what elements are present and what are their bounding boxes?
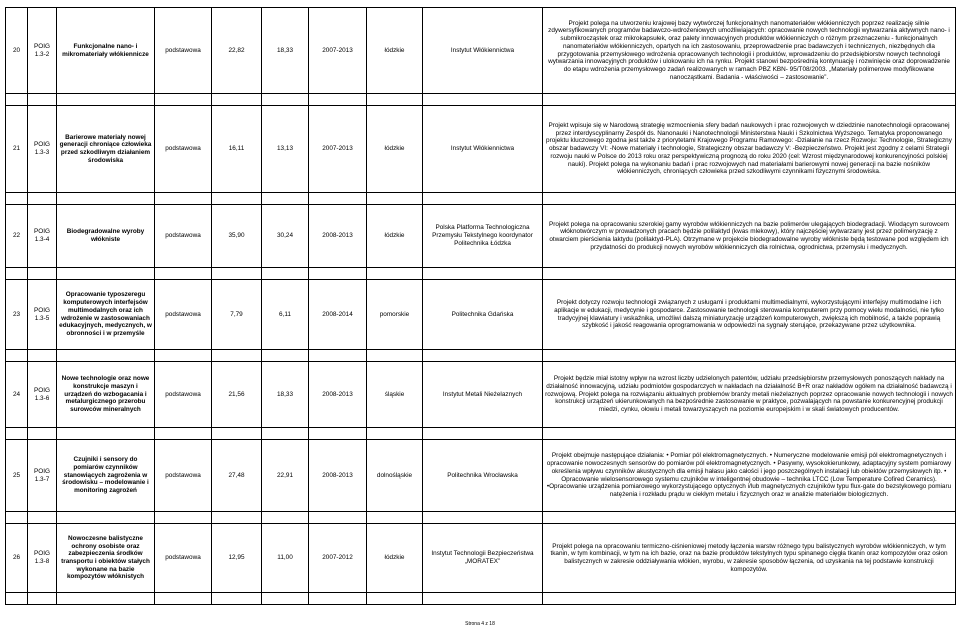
row-number: 23 [6,280,28,350]
project-period: 2008-2014 [309,280,367,350]
table-row [6,8,956,94]
project-period: 2007-2013 [309,8,367,94]
project-beneficiary: Politechnika Wrocławska [423,440,543,512]
project-category: podstawowa [155,8,212,94]
projects-table [5,7,956,605]
project-eu-value: 18,33 [262,362,309,428]
table-row [6,106,956,193]
row-number: 24 [6,362,28,428]
row-number: 20 [6,8,28,94]
project-category: podstawowa [155,362,212,428]
project-beneficiary: Instytut Metali Nieżelaznych [423,362,543,428]
project-total-value: 16,11 [212,106,262,193]
project-code: POIG 1.3-8 [28,524,57,593]
project-code: POIG 1.3-6 [28,362,57,428]
project-beneficiary: Polska Platforma Technologiczna Przemysłu Tekstylnego koordynator Politechnika Łódzka [423,205,543,268]
project-total-value: 21,56 [212,362,262,428]
project-description: Projekt polega na utworzeniu krajowej bazy wytwórczej funkcjonalnych nanomateriałów włókienniczych poprzez realizację silnie zdywersyfikowanych programów badawczo-wdrożeniowych umożliwiających: opracowanie nowych technologii wytwarzania aktywnych nano- i submikrocząstek oraz mikrokapsułek, oraz palety innowacyjnych produktów włókienniczych o różnym przeznaczeniu - funkcjonalnych nanomateriałów włókienniczych, opartych na ich zastosowaniu, przeprowadzenie prac badawczych i technicznych, niezbędnych dla przygotowania przemysłowego wdrożenia opracowanych technologii i produktów, wprowadzeniu do przedsiębiorstw nowych technologii wytwarzania innowacyjnych produktów i ulokowaniu ich na rynku. Projekt stanowi bezpośrednią kontynuację i rozwinięcie oraz doprowadzenie do etapu wdrożenia przemysłowego zadań realizowanych w ramach PBZ KBN- 95/T08/2003. „Materiały polimerowe modyfikowane nanocząstkami. Badania - właściwości – zastosowanie”. [543,8,956,94]
project-eu-value: 6,11 [262,280,309,350]
spacer-row [6,268,956,280]
project-code: POIG 1.3-3 [28,106,57,193]
project-region: śląskie [367,362,423,428]
project-region: dolnośląskie [367,440,423,512]
project-period: 2007-2012 [309,524,367,593]
project-category: podstawowa [155,106,212,193]
table-row [6,440,956,512]
table-row [6,524,956,593]
project-title: Barierowe materiały nowej generacji chroniące człowieka przed szkodliwym działaniem środowiska [57,106,155,193]
project-title: Opracowanie typoszeregu komputerowych interfejsów multimodalnych oraz ich wdrożenie w zastosowaniach edukacyjnych, medycznych, w obronności i w przemyśle [57,280,155,350]
project-total-value: 22,82 [212,8,262,94]
project-eu-value: 18,33 [262,8,309,94]
project-total-value: 27,48 [212,440,262,512]
project-beneficiary: Politechnika Gdańska [423,280,543,350]
table-row [6,362,956,428]
project-eu-value: 13,13 [262,106,309,193]
spacer-row [6,94,956,106]
project-total-value: 7,79 [212,280,262,350]
project-description: Projekt obejmuje następujące działania: • Pomiar pól elektromagnetycznych. • Numeryczne modelowanie emisji pól elektromagnetycznych i opracowanie nowoczesnych sensorów do pomiarów pól elektromagnetycznych. • Pasywny, wysokokierunkowy, adaptacyjny system pomiarowy określenia wpływu czynników akustycznych dla emisji hałasu jako całości i jego poszczególnych instalacji lub obiektów przemysłowych itp. • Opracowanie wielosensorowego systemu czujników w inteligentnej obudowie – technika LTCC (Low Temperature Cofired Ceramics). •Opracowanie urządzenia pomiarowego wykorzystującego optycznych i/lub magnetycznych czujników typu flux-gate do bezstykowego pomiaru natężenia i rozkładu prądu w ciekłym metalu i fizycznych oraz w analizie materiałów biologicznych. [543,440,956,512]
project-description: Projekt wpisuje się w Narodową strategię wzmocnienia sfery badań naukowych i prac rozwojowych w dziedzinie nanotechnologii opracowanej przez interdyscyplinarny Zespół ds. Nanonauki i Nanotechnologii Ministerstwa Nauki i Szkolnictwa Wyższego. Tematyka proponowanego projektu kluczowego zgodna jest także z priorytetami Krajowego Programu Ramowego: -Działanie na rzecz Rozwoju: Technologie, Strategiczny obszar badawczy VI: -Nowe materiały i technologie, Strategiczny obszar badawczy V: -Bezpieczeństwo. Projekt jest zgodny z celami Strategii rozwoju nauki w Polsce do 2013 roku oraz perspektywiczną prognozą do roku 2020 (cel: Wzrost międzynarodowej konkurencyjności polskiej nauki). Projekt polega na wykonaniu badań i prac rozwojowych nad materiałami barierowymi nowej generacji na bazie nośników włókienniczych, chroniących człowieka przed szkodliwymi czynnikami fizycznymi środowiska. [543,106,956,193]
project-category: podstawowa [155,524,212,593]
row-number: 26 [6,524,28,593]
project-eu-value: 11,00 [262,524,309,593]
project-description: Projekt dotyczy rozwoju technologii związanych z usługami i produktami multimedialnymi, wykorzystującymi interfejsy multimodalne i ich aplikacje w edukacji, medycynie i gospodarce. Zastosowanie technologii sterowania komputerem przy pomocy wielu modalności, nie tylko tradycyjnej klawiatury i wskaźnika, umożliwi dalszą miniaturyzację urządzeń komputerowych, zwiększą ich mobilność, a także poprawią szybkość i jakość reagowania oprogramowania w odpowiedzi na sygnały sterujące, przekazywane przez użytkownika. [543,280,956,350]
project-region: pomorskie [367,280,423,350]
project-period: 2008-2013 [309,205,367,268]
project-eu-value: 22,91 [262,440,309,512]
project-title: Nowe technologie oraz nowe konstrukcje maszyn i urządzeń do wzbogacania i metalurgicznego przerobu surowców mineralnych [57,362,155,428]
project-period: 2008-2013 [309,440,367,512]
spacer-row [6,593,956,605]
project-beneficiary: Instytut Włókiennictwa [423,8,543,94]
row-number: 22 [6,205,28,268]
project-beneficiary: Instytut Technologii Bezpieczeństwa „MORATEX” [423,524,543,593]
project-region: łódzkie [367,8,423,94]
project-period: 2008-2013 [309,362,367,428]
project-title: Nowoczesne balistyczne ochrony osobiste oraz zabezpieczenia środków transportu i obiektów stałych wykonane na bazie kompozytów włóknistych [57,524,155,593]
row-number: 25 [6,440,28,512]
project-category: podstawowa [155,205,212,268]
project-beneficiary: Instytut Włókiennictwa [423,106,543,193]
row-number: 21 [6,106,28,193]
project-code: POIG 1.3-2 [28,8,57,94]
project-description: Projekt polega na opracowaniu szerokiej gamy wyrobów włókienniczych na bazie polimerów ulegających biodegradacji. Wiodącym surowcem włóknotwórczym w prowadzonych pracach będzie polilaktyd (kwas mlekowy), który najczęściej wytwarzany jest przez polimeryzację z otwarciem pierścienia laktydu (polilaktyd-PLA). Otrzymane w projekcie biodegradowalne wyroby włókniste będą testowane pod względem ich przydatności do produkcji nowych wyrobów włókienniczych dla rolnictwa, ogrodnictwa, przemysłu i medycznych. [543,205,956,268]
table-row [6,205,956,268]
project-code: POIG 1.3-5 [28,280,57,350]
spacer-row [6,512,956,524]
project-title: Funkcjonalne nano- i mikromateriały włókiennicze [57,8,155,94]
project-region: łódzkie [367,524,423,593]
spacer-row [6,193,956,205]
project-eu-value: 30,24 [262,205,309,268]
project-description: Projekt polega na opracowaniu termiczno-ciśnieniowej metody łączenia warstw różnego typu balistycznych wyrobów włókienniczych, w tym tkanin, w tym kombinacji, w tym na ich bazie, oraz na bazie produktów tekstylnych typu spinanego cięgła tkanin oraz kompozytów oraz osłon balistycznych w zakresie oddziaływania włókien, wyrobu, w zakresie sposobów łączenia, od uzyskania na tej podstawie konstrukcji kompozytów. [543,524,956,593]
spacer-row [6,350,956,362]
project-region: łódzkie [367,205,423,268]
project-total-value: 35,90 [212,205,262,268]
page-footer: Strona 4 z 18 [465,621,495,627]
project-category: podstawowa [155,280,212,350]
spacer-row [6,428,956,440]
project-code: POIG 1.3-4 [28,205,57,268]
project-region: łódzkie [367,106,423,193]
project-total-value: 12,95 [212,524,262,593]
project-category: podstawowa [155,440,212,512]
project-code: POIG 1.3-7 [28,440,57,512]
project-description: Projekt będzie miał istotny wpływ na wzrost liczby udzielonych patentów, udziału przedsiębiorstw przemysłowych ponoszących nakłady na działalność innowacyjną, udziału podmiotów gospodarczych w nakładach na działalność B+R oraz nakładów ogółem na działalność badawczą i rozwojową. Projekt polega na rozwiązaniu aktualnych problemów branży metali nieżelaznych poprzez opracowanie nowych technologii i nowych konstrukcji urządzeń ukierunkowanych na bezpośrednie zastosowanie w praktyce, pozwalających na powstanie konkurencyjnej produkcji miedzi, cynku, ołowiu i metali towarzyszących na poziomie europejskim i w skali światowych producentów. [543,362,956,428]
project-title: Biodegradowalne wyroby włókniste [57,205,155,268]
project-period: 2007-2013 [309,106,367,193]
table-row [6,280,956,350]
project-title: Czujniki i sensory do pomiarów czynników stanowiących zagrożenia w środowisku – modelowanie i monitoring zagrożeń [57,440,155,512]
